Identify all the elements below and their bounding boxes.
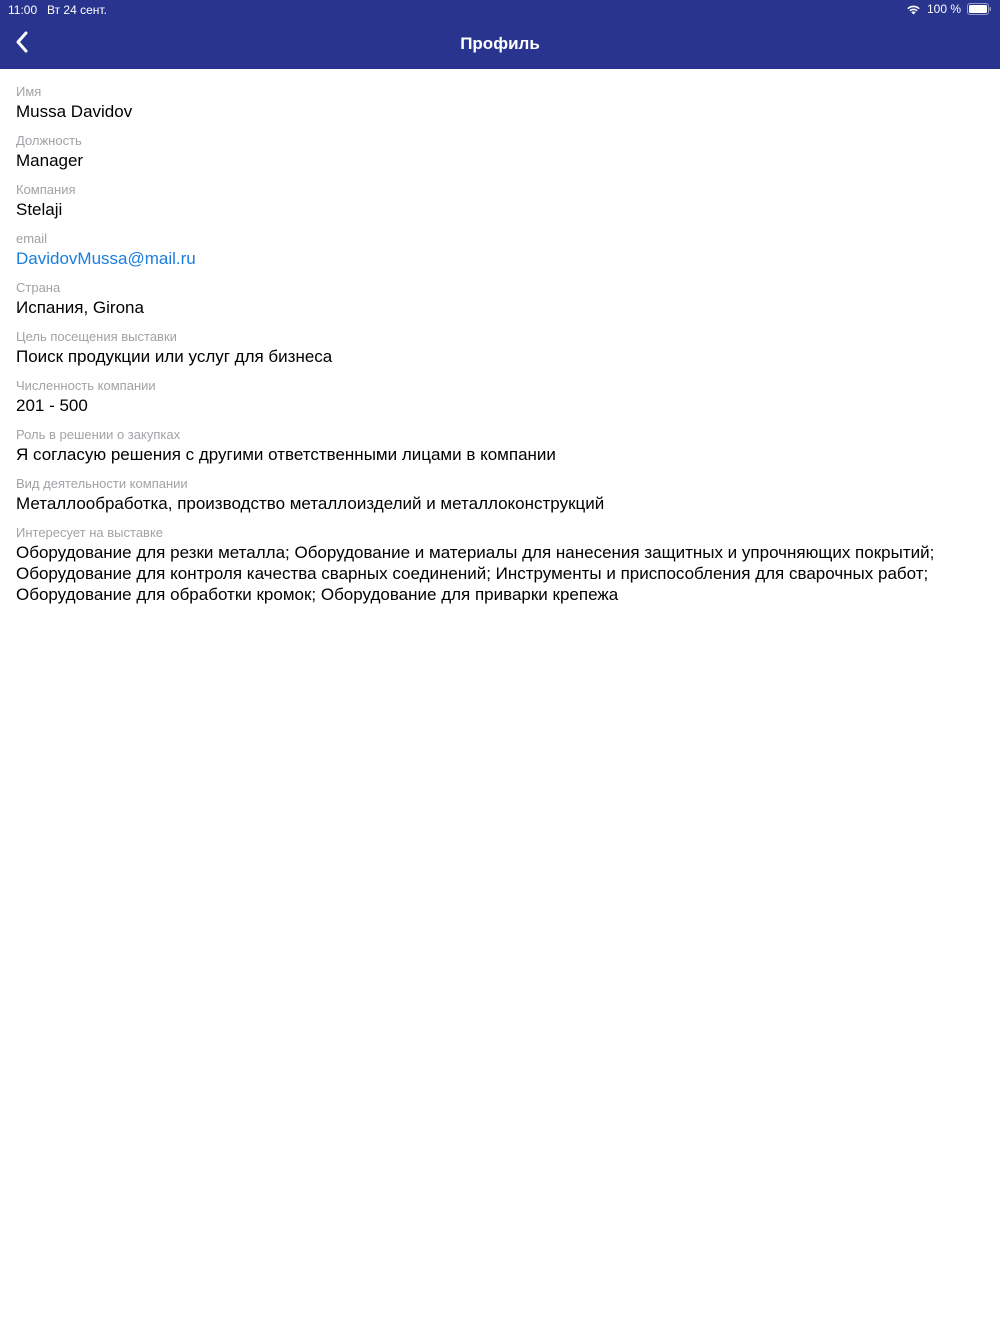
field-name — [16, 84, 986, 122]
field-position — [16, 133, 986, 171]
status-bar — [0, 0, 1000, 20]
wifi-icon — [906, 3, 921, 15]
field-value: Испания, Girona — [16, 298, 144, 317]
navigation-bar — [0, 20, 1000, 69]
field-purchase-role — [16, 427, 986, 465]
field-business-type — [16, 476, 986, 514]
status-indicators — [906, 2, 992, 16]
field-label: Имя — [16, 84, 42, 99]
field-label: Страна — [16, 280, 61, 295]
field-label: Должность — [16, 133, 82, 148]
field-value: 201 - 500 — [16, 396, 88, 415]
field-value: Stelaji — [16, 200, 63, 219]
field-label: Вид деятельности компании — [16, 476, 188, 491]
field-company — [16, 182, 986, 220]
field-country — [16, 280, 986, 318]
email-link[interactable]: DavidovMussa@mail.ru — [16, 249, 196, 268]
field-company-size — [16, 378, 986, 416]
field-label: Численность компании — [16, 378, 156, 393]
field-label: email — [16, 231, 48, 246]
field-label: Интересует на выставке — [16, 525, 164, 540]
status-time: 11:00 — [8, 3, 38, 17]
field-value: Mussa Davidov — [16, 102, 133, 121]
field-value: Металлообработка, производство металлоизделий и металлоконструкций — [16, 494, 605, 513]
status-date: Вт 24 сент. — [47, 3, 107, 17]
field-label: Роль в решении о закупках — [16, 427, 181, 442]
battery-percent: 100 % — [926, 2, 961, 16]
field-value: Оборудование для резки металла; Оборудование и материалы для нанесения защитных и упрочняющих покрытий; Оборудование для контроля качества сварных соединений; Инструменты и приспособления для сварочных работ; Оборудование для обработки кромок; Оборудование для приварки крепежа — [16, 543, 935, 604]
battery-full-icon — [967, 3, 992, 15]
field-interests — [16, 525, 986, 605]
field-visit-purpose — [16, 329, 986, 367]
field-value: Я согласую решения с другими ответственными лицами в компании — [16, 445, 556, 464]
field-email — [16, 231, 986, 269]
field-label: Компания — [16, 182, 76, 197]
field-label: Цель посещения выставки — [16, 329, 177, 344]
field-value: Manager — [16, 151, 84, 170]
profile-details — [16, 84, 986, 616]
field-value: Поиск продукции или услуг для бизнеса — [16, 347, 333, 366]
page-title: Профиль — [460, 34, 540, 53]
